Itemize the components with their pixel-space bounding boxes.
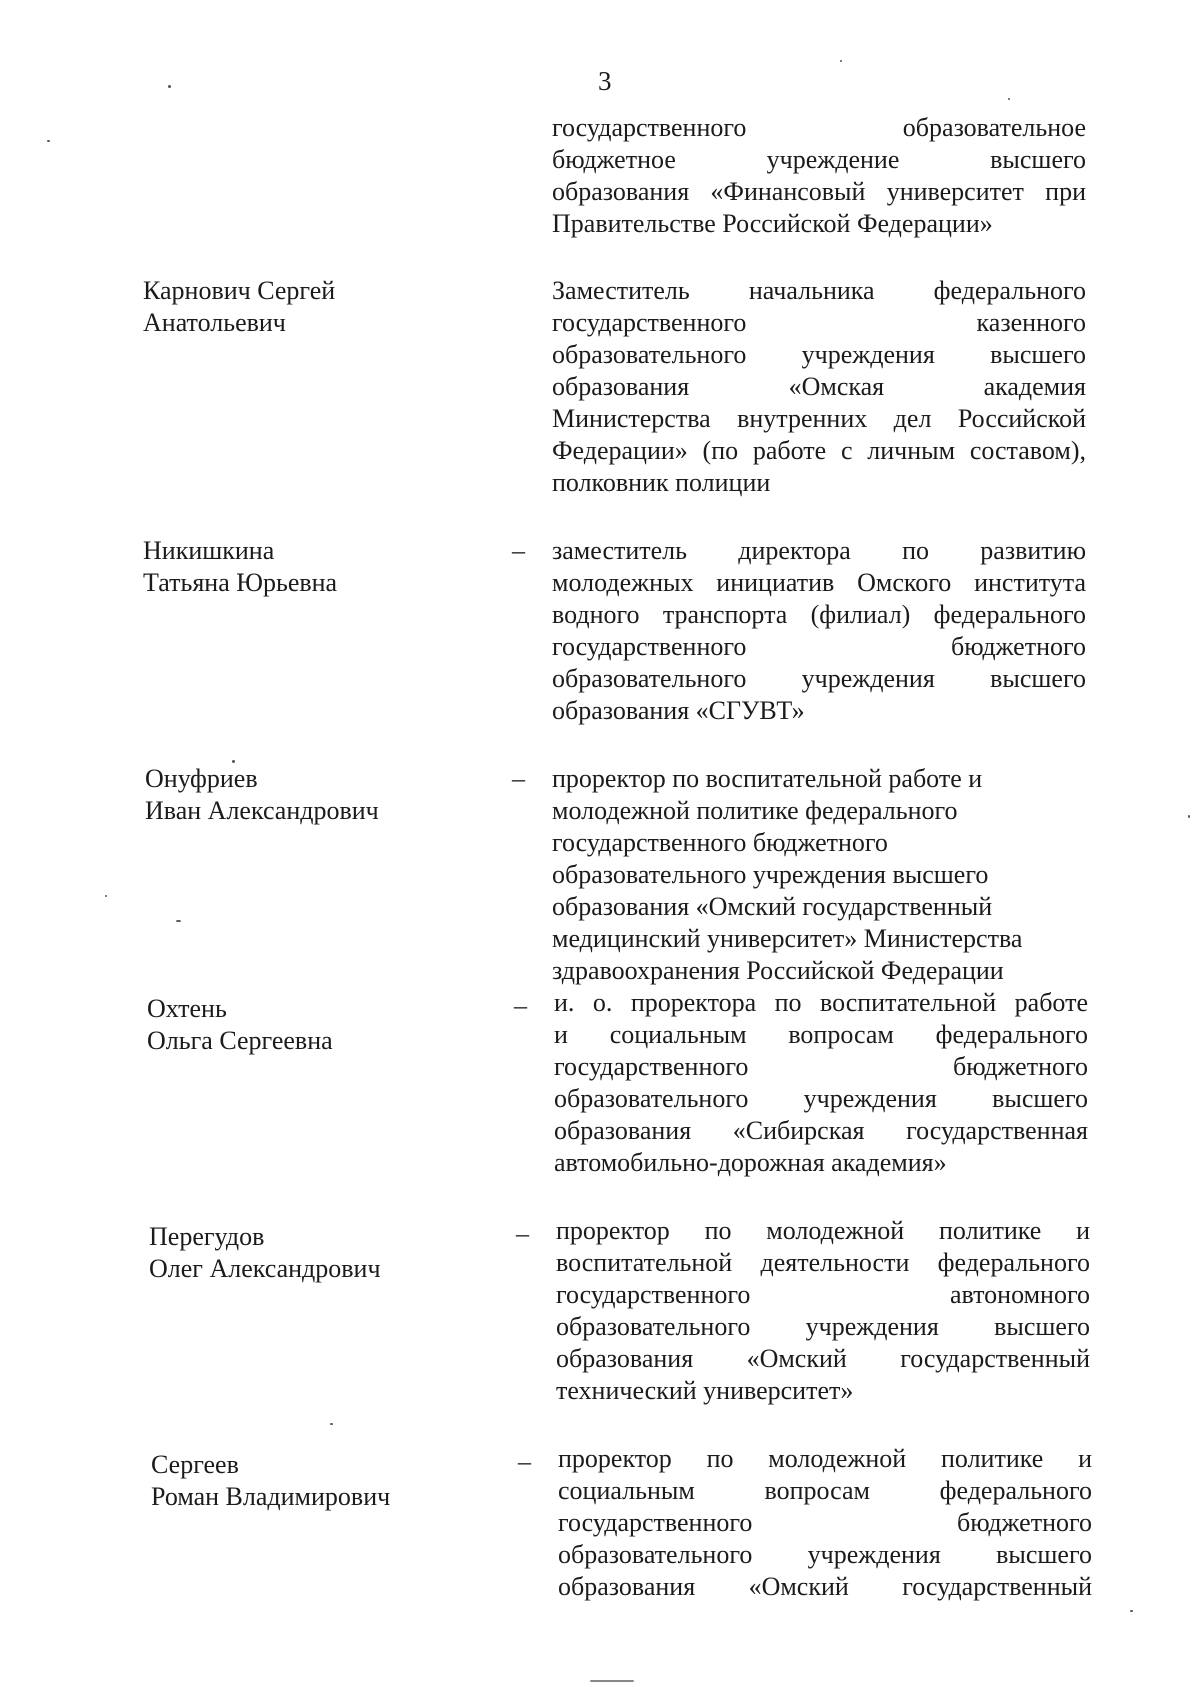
member-position xyxy=(552,763,1086,987)
scan-speck xyxy=(590,1680,634,1682)
text-line: образования «Финансовый университет при xyxy=(552,177,1086,206)
text-line: образовательного учреждения высшего xyxy=(552,664,1086,693)
text-line: проректор по молодежной политике и xyxy=(556,1216,1090,1245)
text-line: государственного автономного xyxy=(556,1280,1090,1309)
text-line: воспитательной деятельности федерального xyxy=(556,1248,1090,1277)
member-name xyxy=(147,993,487,1057)
text-line: полковник полиции xyxy=(552,468,771,497)
member-name xyxy=(143,535,483,599)
text-line: Заместитель начальника федерального xyxy=(552,276,1086,305)
text-line: молодежной политике федерального xyxy=(552,796,958,825)
text-line: образовательного учреждения высшего xyxy=(556,1312,1090,1341)
text-line: водного транспорта (филиал) федерального xyxy=(552,600,1086,629)
scan-speck xyxy=(1008,98,1010,100)
scan-speck xyxy=(1188,815,1190,818)
member-name xyxy=(151,1449,491,1513)
text-line: медицинский университет» Министерства xyxy=(552,924,1023,953)
text-line: государственного образовательное xyxy=(552,113,1086,142)
text-line: Министерства внутренних дел Российской xyxy=(552,404,1086,433)
scan-speck xyxy=(1130,1610,1133,1612)
member-given-name: Роман Владимирович xyxy=(151,1482,391,1511)
scan-speck xyxy=(840,60,842,62)
scan-speck xyxy=(232,760,235,763)
member-name xyxy=(145,763,485,827)
member-given-name: Олег Александрович xyxy=(149,1254,381,1283)
member-name xyxy=(143,275,483,339)
text-line: проректор по молодежной политике и xyxy=(558,1444,1092,1473)
member-given-name: Ольга Сергеевна xyxy=(147,1026,333,1055)
text-line: государственного бюджетного xyxy=(552,828,888,857)
member-given-name: Татьяна Юрьевна xyxy=(143,568,338,597)
member-position xyxy=(554,987,1088,1179)
member-position xyxy=(552,275,1086,499)
scan-speck xyxy=(330,1423,333,1425)
text-line: государственного бюджетного xyxy=(554,1052,1088,1081)
text-line: бюджетное учреждение высшего xyxy=(552,145,1086,174)
member-surname: Сергеев xyxy=(151,1450,239,1479)
scan-speck xyxy=(176,920,181,922)
text-line: проректор по воспитательной работе и xyxy=(552,764,983,793)
member-surname: Карнович Сергей xyxy=(143,276,336,305)
text-line: заместитель директора по развитию xyxy=(552,536,1086,565)
text-line: образования «СГУВТ» xyxy=(552,696,805,725)
text-line: государственного бюджетного xyxy=(552,632,1086,661)
scan-speck xyxy=(105,895,107,897)
text-line: образования «Омский государственный xyxy=(558,1572,1092,1601)
member-position xyxy=(558,1443,1092,1603)
member-surname: Онуфриев xyxy=(145,764,258,793)
text-line: образования «Омский государственный xyxy=(556,1344,1090,1373)
text-line: и социальным вопросам федерального xyxy=(554,1020,1088,1049)
member-position xyxy=(552,535,1086,727)
continuation-text xyxy=(552,112,1086,240)
member-given-name: Иван Александрович xyxy=(145,796,379,825)
text-line: образовательного учреждения высшего xyxy=(552,860,989,889)
text-line: государственного бюджетного xyxy=(558,1508,1092,1537)
member-surname: Перегудов xyxy=(149,1222,265,1251)
text-line: молодежных инициатив Омского института xyxy=(552,568,1086,597)
member-given-name: Анатольевич xyxy=(143,308,286,337)
text-line: технический университет» xyxy=(556,1376,854,1405)
text-line: образовательного учреждения высшего xyxy=(558,1540,1092,1569)
text-line: и. о. проректора по воспитательной работе xyxy=(554,988,1088,1017)
text-line: здравоохранения Российской Федерации xyxy=(552,956,1004,985)
text-line: автомобильно-дорожная академия» xyxy=(554,1148,947,1177)
member-dash: – xyxy=(514,991,527,1020)
member-dash: – xyxy=(518,1447,531,1476)
text-line: образовательного учреждения высшего xyxy=(552,340,1086,369)
page-number: 3 xyxy=(598,66,612,96)
text-line: образовательного учреждения высшего xyxy=(554,1084,1088,1113)
member-dash: – xyxy=(512,764,525,793)
scan-speck xyxy=(168,85,171,88)
text-line: образования «Омская академия xyxy=(552,372,1086,401)
member-dash: – xyxy=(512,536,525,565)
member-name xyxy=(149,1221,489,1285)
member-surname: Охтень xyxy=(147,994,227,1023)
text-line: Федерации» (по работе с личным составом), xyxy=(552,436,1086,465)
member-position xyxy=(556,1215,1090,1407)
member-dash: – xyxy=(516,1219,529,1248)
member-surname: Никишкина xyxy=(143,536,275,565)
text-line: социальным вопросам федерального xyxy=(558,1476,1092,1505)
text-line: государственного казенного xyxy=(552,308,1086,337)
text-line: образования «Сибирская государственная xyxy=(554,1116,1088,1145)
scan-speck xyxy=(47,140,50,142)
text-line: Правительстве Российской Федерации» xyxy=(552,209,993,238)
text-line: образования «Омский государственный xyxy=(552,892,993,921)
